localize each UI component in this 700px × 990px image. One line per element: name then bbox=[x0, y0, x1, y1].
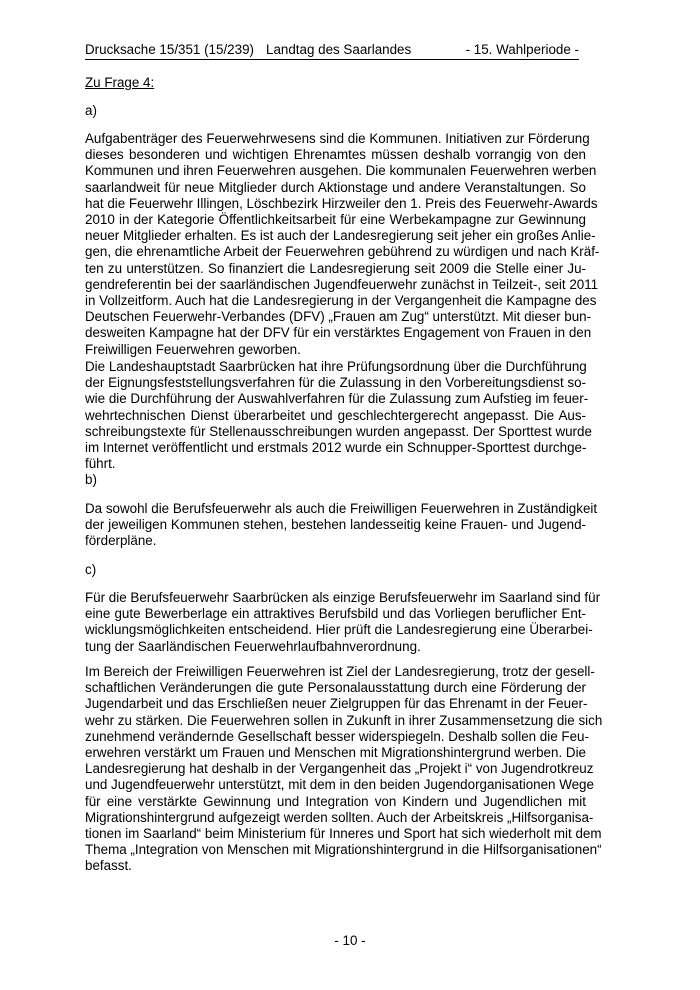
text-line: führt. bbox=[85, 456, 116, 472]
text-line: tionen im Saarland“ beim Ministerium für Inneres und Sport hat sich wiederholt mit dem bbox=[85, 826, 602, 842]
text-line: Kommunen und ihren Feuerwehren ausgehen. Die kommunalen Feuerwehren werben bbox=[85, 163, 597, 179]
header-wahlperiode: - 15. Wahlperiode - bbox=[465, 42, 579, 57]
text-line: tung der Saarländischen Feuerwehrlaufbahnverordnung. bbox=[85, 638, 421, 654]
text-line: wie die Durchführung der Auswahlverfahren für die Zulassung zum Aufstieg im feuer- bbox=[85, 391, 589, 407]
paragraph-4 bbox=[85, 590, 601, 655]
text-line: und Jugendfeuerwehr unterstützt, mit dem in den beiden Jugendorganisationen Wege bbox=[85, 777, 594, 793]
text-line: Da sowohl die Berufsfeuerwehr als auch die Freiwilligen Feuerwehren in Zuständigkeit bbox=[85, 501, 598, 516]
text-line: ten zu unterstützen. So finanziert die Landesregierung seit 2009 die Stelle einer Ju- bbox=[85, 260, 586, 276]
text-line: erwehren verstärkt um Frauen und Menschen mit Migrationshintergrund werben. Die bbox=[85, 745, 586, 761]
section-c-label: c) bbox=[85, 562, 97, 577]
text-line: zunehmend verändernde Gesellschaft besser widerspiegeln. Deshalb sollen die Feu- bbox=[85, 728, 589, 744]
paragraph-2 bbox=[85, 359, 592, 472]
text-line: förderpläne. bbox=[85, 533, 157, 549]
text-line: saarlandweit für neue Mitglieder durch Aktionstage und andere Veranstaltungen. So bbox=[85, 179, 586, 195]
text-line: wicklungsmöglichkeiten entscheidend. Hier prüft die Landesregierung eine Überarbei- bbox=[85, 622, 593, 638]
text-line: gen, die ehrenamtliche Arbeit der Feuerwehren gebührend zu würdigen und nach Kräf- bbox=[85, 244, 600, 260]
paragraph-1 bbox=[85, 131, 600, 358]
text-line: neuer Mitglieder erhalten. Es ist auch der Landesregierung seit jeher ein großes Anlie- bbox=[85, 228, 596, 244]
page-header bbox=[85, 41, 579, 60]
text-line: Jugendarbeit und das Erschließen neuer Zielgruppen für das Ehrenamt in der Feuer- bbox=[85, 696, 588, 712]
text-line: desweiten Kampagne hat der DFV für ein verstärktes Engagement von Frauen in den bbox=[85, 325, 592, 341]
text-line: hat die Feuerwehr Illingen, Löschbezirk Hirzweiler den 1. Preis des Feuerwehr-Awards bbox=[85, 195, 598, 211]
page-number: - 10 - bbox=[334, 933, 366, 948]
text-line: wehrtechnischen Dienst überarbeitet und geschlechtergerecht angepasst. Die Aus- bbox=[85, 407, 586, 423]
text-line: eine gute Bewerberlage ein attraktives Berufsbild und das Vorliegen beruflicher Ent- bbox=[85, 606, 586, 622]
text-line: im Internet veröffentlicht und erstmals 2012 wurde ein Schnupper-Sporttest durchge- bbox=[85, 440, 587, 456]
text-line: schreibungstexte für Stellenausschreibungen wurden angepasst. Der Sporttest wurde bbox=[85, 423, 592, 439]
text-line: Deutschen Feuerwehr-Verbandes (DFV) „Frauen am Zug“ unterstützt. Mit dieser bun- bbox=[85, 309, 592, 325]
question-heading: Zu Frage 4: bbox=[85, 75, 155, 90]
text-line: wehr zu stärken. Die Feuerwehren sollen in Zukunft in ihrer Zusammensetzung die sich bbox=[85, 712, 603, 728]
section-b-label: b) bbox=[85, 472, 97, 487]
paragraph-3 bbox=[85, 501, 598, 550]
text-line: Die Landeshauptstadt Saarbrücken hat ihre Prüfungsordnung über die Durchführung bbox=[85, 359, 587, 374]
header-drucksache: Drucksache 15/351 (15/239) bbox=[85, 42, 254, 57]
text-line: für eine verstärkte Gewinnung und Integration von Kindern und Jugendlichen mit bbox=[85, 793, 586, 809]
text-line: Landesregierung hat deshalb in der Vergangenheit das „Projekt i“ von Jugendrotkreuz bbox=[85, 761, 594, 777]
header-landtag: Landtag des Saarlandes bbox=[266, 42, 412, 57]
paragraph-5 bbox=[85, 664, 603, 875]
text-line: Freiwilligen Feuerwehren geworben. bbox=[85, 341, 301, 357]
text-line: gendreferentin bei der saarländischen Jugendfeuerwehr zunächst in Teilzeit-, seit 2011 bbox=[85, 276, 599, 292]
text-line: Aufgabenträger des Feuerwehrwesens sind die Kommunen. Initiativen zur Förderung bbox=[85, 131, 590, 146]
text-line: schaftlichen Veränderungen die gute Personalausstattung durch eine Förderung der bbox=[85, 680, 586, 696]
text-line: der Eignungsfeststellungsverfahren für die Zulassung in den Vorbereitungsdienst so- bbox=[85, 375, 586, 391]
text-line: Migrationshintergrund aufgezeigt werden sollten. Auch der Arbeitskreis „Hilfsorganisa- bbox=[85, 809, 594, 825]
text-line: der jeweiligen Kommunen stehen, bestehen landesseitig keine Frauen- und Jugend- bbox=[85, 517, 586, 533]
text-line: Im Bereich der Freiwilligen Feuerwehren ist Ziel der Landesregierung, trotz der gesell- bbox=[85, 664, 595, 679]
text-line: in Vollzeitform. Auch hat die Landesregierung in der Vergangenheit die Kampagne des bbox=[85, 293, 597, 309]
text-line: befasst. bbox=[85, 858, 132, 874]
text-line: dieses besonderen und wichtigen Ehrenamtes müssen deshalb vorrangig von den bbox=[85, 147, 586, 163]
section-a-label: a) bbox=[85, 103, 97, 118]
text-line: 2010 in der Kategorie Öffentlichkeitsarbeit für eine Werbekampagne zur Gewinnung bbox=[85, 212, 586, 228]
text-line: Für die Berufsfeuerwehr Saarbrücken als einzige Berufsfeuerwehr im Saarland sind für bbox=[85, 590, 601, 605]
text-line: Thema „Integration von Menschen mit Migrationshintergrund in die Hilfsorganisationen“ bbox=[85, 842, 602, 858]
